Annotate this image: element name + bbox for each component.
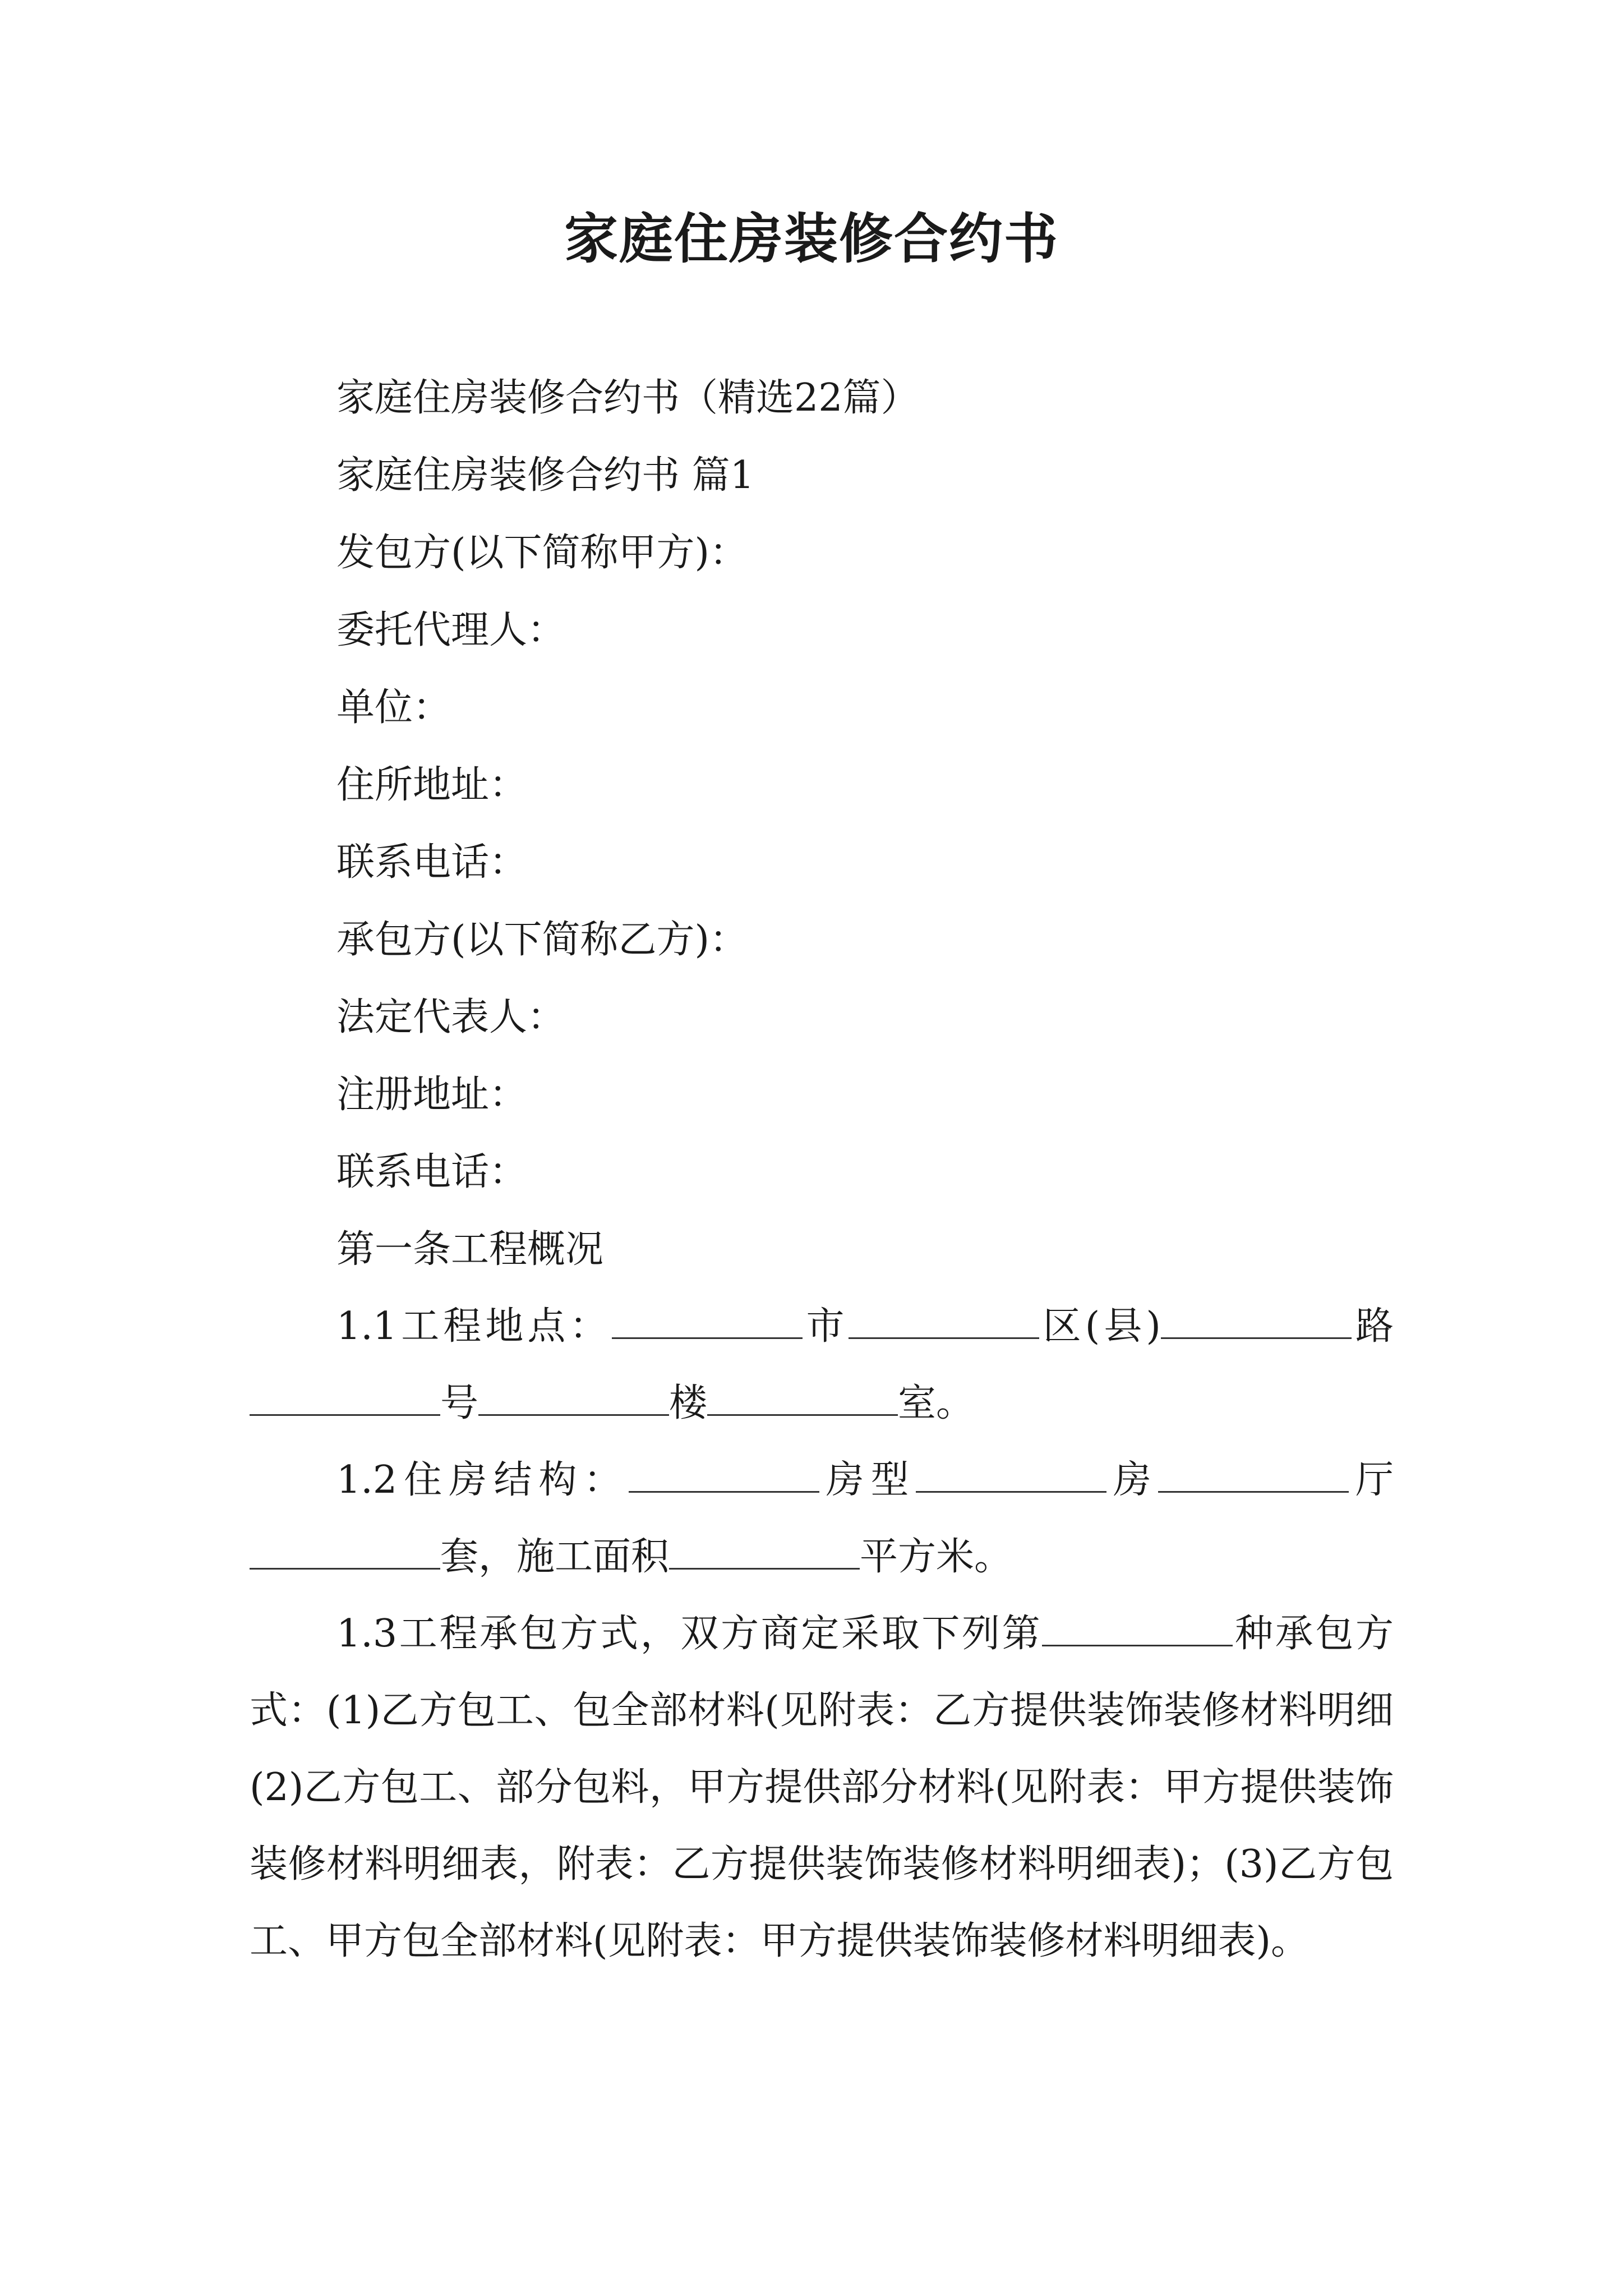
clause-1-2-label: 1.2住房结构： <box>336 1458 629 1502</box>
clause-1-2-part: 平方米。 <box>860 1535 1013 1579</box>
clause-1-1-part: 号 <box>440 1381 479 1425</box>
clause-1-1-part: 楼 <box>669 1381 708 1425</box>
field-unit: 单位： <box>336 685 451 730</box>
field-legal-rep: 法定代表人： <box>336 995 566 1039</box>
blank-field[interactable] <box>250 1381 440 1416</box>
article-1-heading: 第一条工程概况 <box>336 1227 604 1272</box>
blank-field[interactable] <box>1158 1457 1349 1493</box>
clause-1-2-part: 房 <box>1106 1458 1158 1502</box>
blank-field[interactable] <box>1042 1611 1233 1646</box>
field-address: 住所地址： <box>336 763 528 807</box>
clause-1-2-part: 房型 <box>819 1458 916 1502</box>
blank-field[interactable] <box>250 1534 440 1570</box>
clause-1-1-part: 室。 <box>898 1381 975 1425</box>
field-agent: 委托代理人： <box>336 608 566 652</box>
blank-field[interactable] <box>1161 1304 1352 1339</box>
document-subtitle: 家庭住房装修合约书（精选22篇） <box>336 376 919 420</box>
clause-1-3 <box>250 1595 1394 1980</box>
document-title: 家庭住房装修合约书 <box>564 207 1059 270</box>
blank-field[interactable] <box>707 1381 898 1416</box>
clause-1-2-part: 套，施工面积 <box>440 1535 670 1579</box>
clause-1-3-rest: 种承包方式：(1)乙方包工、包全部材料(见附表：乙方提供装饰装修材料明细(2)乙方包工、部分包料，甲方提供部分材料(见附表：甲方提供装饰装修材料明细表，附表：乙方提供装饰装修材料明细表)；(3)乙方包工、甲方包全部材料(见附表：甲方提供装饰装修材料明细表)。 <box>250 1612 1394 1963</box>
clause-1-1-label: 1.1工程地点： <box>336 1304 612 1349</box>
clause-1-1-part: 市 <box>802 1304 849 1349</box>
blank-field[interactable] <box>612 1304 803 1339</box>
blank-field[interactable] <box>629 1457 819 1493</box>
field-phone-b: 联系电话： <box>336 1150 528 1194</box>
blank-field[interactable] <box>478 1381 669 1416</box>
clause-1-2 <box>250 1442 1394 1595</box>
clause-1-1-part: 路 <box>1351 1304 1394 1349</box>
clause-1-1 <box>250 1288 1394 1442</box>
field-registered-address: 注册地址： <box>336 1073 528 1117</box>
blank-field[interactable] <box>916 1457 1106 1493</box>
field-employer: 发包方(以下简称甲方)： <box>336 531 748 575</box>
field-contractor: 承包方(以下简称乙方)： <box>336 918 748 962</box>
field-phone-a: 联系电话： <box>336 840 528 885</box>
clause-1-3-label: 1.3工程承包方式，双方商定采取下列第 <box>336 1612 1043 1656</box>
blank-field[interactable] <box>849 1304 1039 1339</box>
clause-1-2-part: 厅 <box>1348 1458 1394 1502</box>
blank-field[interactable] <box>669 1534 860 1570</box>
clause-1-1-part: 区(县) <box>1039 1304 1161 1349</box>
section-heading: 家庭住房装修合约书 篇1 <box>336 453 754 498</box>
